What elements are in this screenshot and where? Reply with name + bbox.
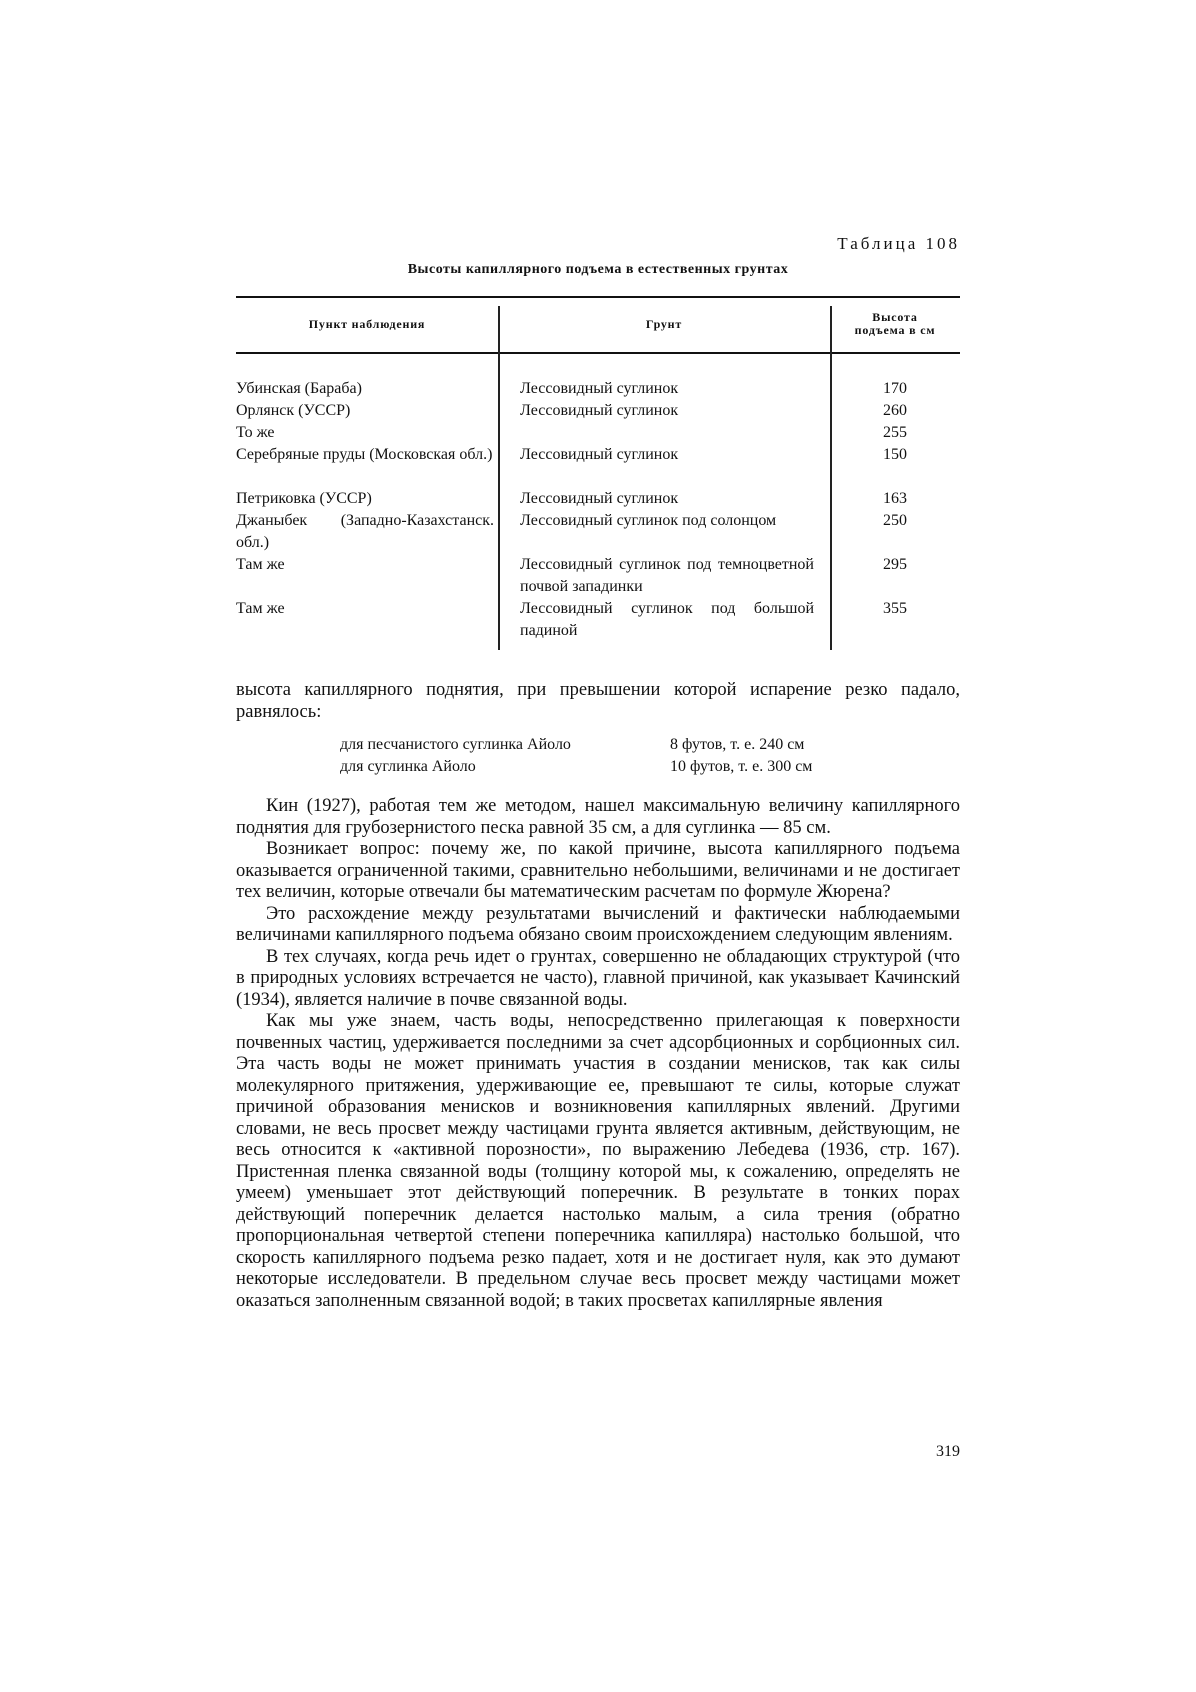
soil-cell: Лессовидный суглинок под темноцветной почвой западинки [520,556,814,595]
soil-cell: Лессовидный суглинок [520,446,679,463]
header-place: Пункт наблюдения [308,316,426,331]
formula-row [340,756,860,778]
paragraph: Возникает вопрос: почему же, по какой причине, высота капиллярного подъема оказывается ограниченной такими, сравнительно небольшими, величинами и не достигает тех величин, которые отвечали бы математическим расчетам по формуле Жюрена? [236,839,960,902]
soil-cell: Лессовидный суглинок под солонцом [520,512,777,529]
soil-cell: Лессовидный суглинок [520,380,679,397]
header-height: Высота подъема в см [854,310,936,337]
main-text [236,796,960,1312]
paragraph: Это расхождение между результатами вычислений и фактически наблюдаемыми величинами капиллярного подъема обязано своим происхождением следующим явлениям. [236,903,960,945]
intro-paragraph: высота капиллярного поднятия, при превышении которой испарение резко падало, равнялось: [236,680,960,722]
height-cell: 250 [883,512,907,529]
table-row [236,422,960,444]
table-row [236,510,960,554]
place-cell: Серебряные пруды (Московская обл.) [236,446,493,463]
table-label: Таблица 108 [837,234,960,253]
header-soil: Грунт [645,316,683,331]
table-body [236,378,960,642]
place-cell: То же [236,424,275,441]
height-cell: 170 [883,380,907,397]
soil-cell: Лессовидный суглинок [520,402,679,419]
place-cell: Петриковка (УССР) [236,490,372,507]
soil-cell: Лессовидный суглинок [520,490,679,507]
height-cell: 295 [883,556,907,573]
place-cell: Там же [236,600,285,617]
paragraph: Кин (1927), работая тем же методом, нашел максимальную величину капиллярного поднятия для грубозернистого песка равной 35 см, а для суглинка — 85 см. [236,796,960,838]
formula-value: 8 футов, т. е. 240 см [670,736,805,753]
page-number: 319 [936,1443,960,1460]
paragraph: Как мы уже знаем, часть воды, непосредственно прилегающая к поверхности почвенных частиц, удерживается последними за счет адсорбционных и сорбционных сил. Эта часть воды не может принимать участия в создании менисков, так как силы молекулярного притяжения, удерживающие ее, превышают те силы, которые служат причиной образования менисков и возникновения капиллярных явлений. Другими словами, не весь просвет между частицами грунта является активным, действующим, не весь относится к «активной порозности», по выражению Лебедева (1936, стр. 167). Пристенная пленка связанной воды (толщину которой мы, к сожалению, определять не умеем) уменьшает этот действующий поперечник. В результате в тонких порах действующий поперечник делается настолько малым, а сила трения (обратно пропорциональная четвертой степени поперечника капилляра) настолько большой, что скорость капиллярного подъема резко падает, хотя и не достигает нуля, как это думают некоторые исследователи. В предельном случае весь просвет между частицами может оказаться заполненным связанной водой; в таких просветах капиллярные явления [236,1011,960,1311]
soil-cell [498,422,830,444]
table-row [236,444,960,488]
table-row [236,488,960,510]
formula-label: для суглинка Айоло [340,758,476,775]
place-cell: Убинская (Бараба) [236,380,362,397]
table-row [236,400,960,422]
formula-value: 10 футов, т. е. 300 см [670,758,813,775]
height-cell: 260 [883,402,907,419]
soil-cell: Лессовидный суглинок под большой падиной [520,600,814,639]
capillary-rise-table [236,296,960,658]
formula-block [340,734,860,778]
table-title: Высоты капиллярного подъема в естественных грунтах [407,262,789,277]
formula-label: для песчанистого суглинка Айоло [340,736,571,753]
formula-row [340,734,860,756]
height-cell: 255 [883,424,907,441]
height-cell: 163 [883,490,907,507]
paragraph: В тех случаях, когда речь идет о грунтах, совершенно не обладающих структурой (что в природных условиях встречается не часто), главной причиной, как указывает Качинский (1934), является наличие в почве связанной воды. [236,946,960,1010]
table-row [236,598,960,642]
place-cell: Орлянск (УССР) [236,402,351,419]
table-row [236,554,960,598]
place-cell: Джаныбек (Западно-Казахстанск. обл.) [236,512,494,551]
height-cell: 355 [883,600,907,617]
place-cell: Там же [236,556,285,573]
intro-text [236,680,960,723]
table-header-rule [236,352,960,354]
height-cell: 150 [883,446,907,463]
table-row [236,378,960,400]
